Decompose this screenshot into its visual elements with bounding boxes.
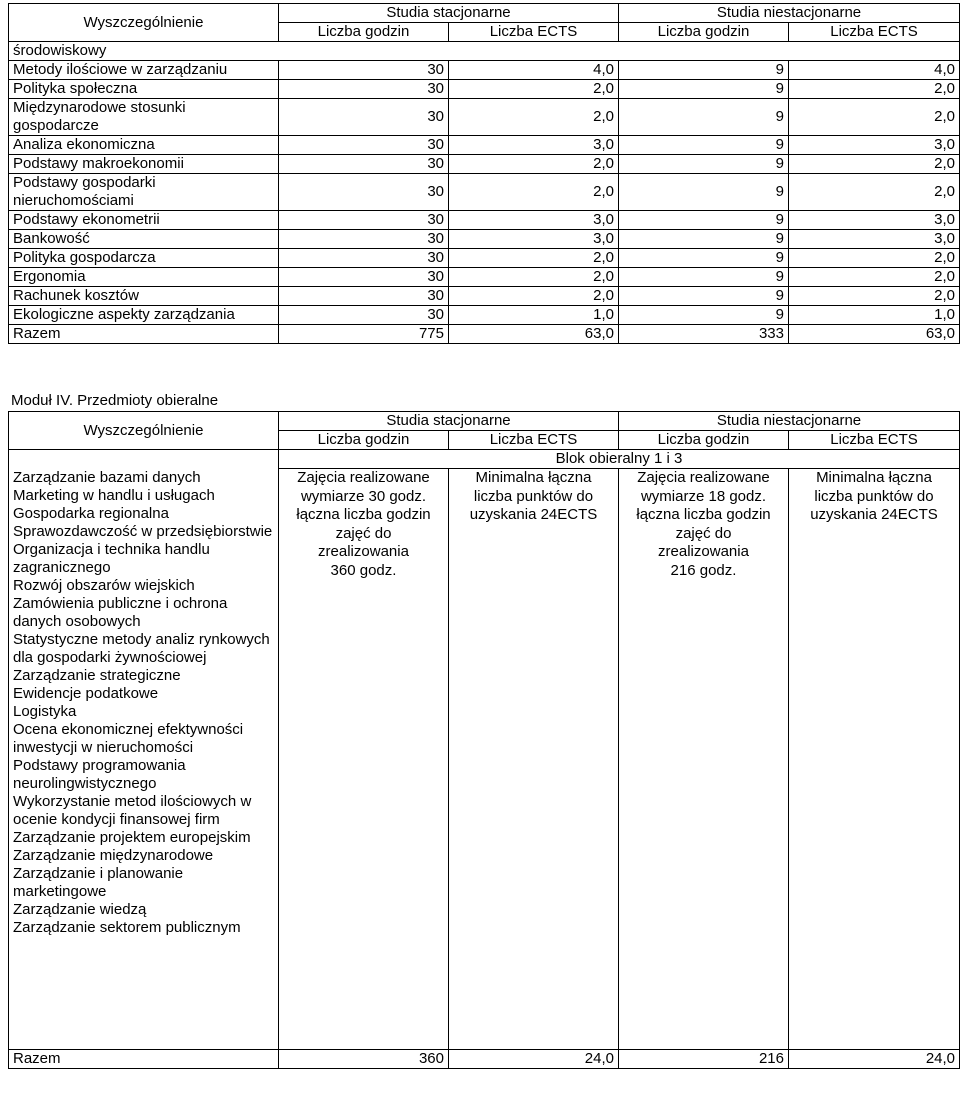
list-item: Zamówienia publiczne i ochrona danych osobowych [13,594,228,630]
row-stac-ects: 2,0 [449,268,619,287]
row-name: Metody ilościowe w zarządzaniu [9,61,279,80]
header-stacjonarne: Studia stacjonarne [279,412,619,431]
row-stac-godzin: 30 [279,230,449,249]
table-row [9,287,960,306]
row-stac-godzin: 30 [279,136,449,155]
row-name: Ergonomia [9,268,279,287]
table-row [9,155,960,174]
row-stac-godzin: 30 [279,268,449,287]
table-row [9,268,960,287]
row-niestac-ects: 2,0 [789,80,960,99]
row-name: Ekologiczne aspekty zarządzania [9,306,279,325]
row-stac-ects: 4,0 [449,61,619,80]
list-item: Ocena ekonomicznej efektywności inwestycji w nieruchomości [13,720,244,756]
total-label: Razem [9,325,279,344]
niestac-ects-note: Minimalna łączna liczba punktów do uzyskania 24ECTS [789,469,960,1050]
row-name: Polityka gospodarcza [9,249,279,268]
list-item: Sprawozdawczość w przedsiębiorstwie [13,522,273,540]
header-godzin: Liczba godzin [279,23,449,42]
header-godzin: Liczba godzin [619,23,789,42]
row-niestac-godzin: 9 [619,99,789,136]
module-title: Moduł IV. Przedmioty obieralne [11,392,219,409]
total-row [9,325,960,344]
total-label: Razem [9,1050,279,1069]
elective-table [8,411,960,1069]
total-niestac-ects: 63,0 [789,325,960,344]
row-name: Podstawy ekonometrii [9,211,279,230]
stac-godzin-note: Zajęcia realizowane wymiarze 30 godz. łączna liczba godzin zajęć do zrealizowania 360 godz. [279,469,449,1050]
row-stac-ects: 2,0 [449,174,619,211]
header-stacjonarne: Studia stacjonarne [279,4,619,23]
row-niestac-godzin: 9 [619,155,789,174]
row-name: Bankowość [9,230,279,249]
row-name: Analiza ekonomiczna [9,136,279,155]
row-stac-godzin: 30 [279,80,449,99]
row-stac-godzin: 30 [279,61,449,80]
table-row [9,249,960,268]
table-row [9,99,960,136]
table-row [9,80,960,99]
header-ects: Liczba ECTS [789,23,960,42]
header-ects: Liczba ECTS [449,23,619,42]
list-item: Statystyczne metody analiz rynkowych dla gospodarki żywnościowej [13,630,270,666]
list-item: Marketing w handlu i usługach [13,486,215,504]
row-niestac-ects: 4,0 [789,61,960,80]
list-item: Podstawy programowania neurolingwistycznego [13,756,186,792]
stac-ects-note: Minimalna łączna liczba punktów do uzyskania 24ECTS [449,469,619,1050]
row-stac-ects: 2,0 [449,99,619,136]
row-niestac-godzin: 9 [619,249,789,268]
list-item: Zarządzanie wiedzą [13,900,147,918]
total-niestac-godzin: 333 [619,325,789,344]
list-item: Zarządzanie bazami danych [13,468,201,486]
table-row [9,230,960,249]
row-stac-ects: 3,0 [449,211,619,230]
list-item: Zarządzanie strategiczne [13,666,181,684]
header-ects: Liczba ECTS [449,431,619,450]
total-stac-godzin: 360 [279,1050,449,1069]
total-stac-ects: 63,0 [449,325,619,344]
row-niestac-ects: 2,0 [789,99,960,136]
row-niestac-godzin: 9 [619,80,789,99]
courses-table [8,3,960,344]
row-niestac-ects: 2,0 [789,174,960,211]
row-niestac-ects: 2,0 [789,287,960,306]
header-spec: Wyszczególnienie [9,412,279,450]
list-item: Zarządzanie sektorem publicznym [13,918,241,936]
header-niestacjonarne: Studia niestacjonarne [619,412,960,431]
niestac-godzin-note: Zajęcia realizowane wymiarze 18 godz. łączna liczba godzin zajęć do zrealizowania 216 godz. [619,469,789,1050]
list-item: Zarządzanie projektem europejskim [13,828,251,846]
row-niestac-godzin: 9 [619,61,789,80]
header-spec: Wyszczególnienie [9,4,279,42]
row-stac-godzin: 30 [279,306,449,325]
row-niestac-godzin: 9 [619,136,789,155]
row-stac-godzin: 30 [279,99,449,136]
table-row [9,136,960,155]
header-godzin: Liczba godzin [619,431,789,450]
row-niestac-ects: 3,0 [789,136,960,155]
row-stac-ects: 3,0 [449,230,619,249]
table-row [9,306,960,325]
row-stac-godzin: 30 [279,211,449,230]
list-item: Rozwój obszarów wiejskich [13,576,195,594]
total-niestac-ects: 24,0 [789,1050,960,1069]
table1-rows [9,61,960,325]
list-item: Organizacja i technika handlu zagranicznego [13,540,210,576]
row-niestac-godzin: 9 [619,174,789,211]
block-label: Blok obieralny 1 i 3 [279,450,960,469]
row-name: Podstawy makroekonomii [9,155,279,174]
row-niestac-godzin: 9 [619,230,789,249]
table-row [9,61,960,80]
block-spacer [9,450,279,469]
header-godzin: Liczba godzin [279,431,449,450]
section-label: środowiskowy [9,42,960,61]
list-item: Gospodarka regionalna [13,504,169,522]
row-name: Podstawy gospodarki nieruchomościami [9,174,279,211]
row-stac-ects: 2,0 [449,155,619,174]
list-item: Zarządzanie międzynarodowe [13,846,214,864]
list-item: Logistyka [13,702,77,720]
table-row [9,211,960,230]
table-row [9,174,960,211]
row-name: Międzynarodowe stosunki gospodarcze [9,99,279,136]
row-niestac-ects: 2,0 [789,249,960,268]
list-item: Ewidencje podatkowe [13,684,159,702]
row-niestac-ects: 3,0 [789,211,960,230]
row-name: Rachunek kosztów [9,287,279,306]
header-ects: Liczba ECTS [789,431,960,450]
row-stac-godzin: 30 [279,249,449,268]
total-stac-godzin: 775 [279,325,449,344]
row-stac-ects: 2,0 [449,287,619,306]
row-stac-ects: 3,0 [449,136,619,155]
list-item: Wykorzystanie metod ilościowych w ocenie kondycji finansowej firm [13,792,252,828]
row-niestac-ects: 1,0 [789,306,960,325]
row-niestac-godzin: 9 [619,287,789,306]
row-niestac-ects: 3,0 [789,230,960,249]
row-stac-ects: 2,0 [449,80,619,99]
row-stac-godzin: 30 [279,174,449,211]
row-stac-ects: 1,0 [449,306,619,325]
total-row [9,1050,960,1069]
list-item: Zarządzanie i planowanie marketingowe [13,864,184,900]
subjects-list [9,469,279,1050]
row-niestac-godzin: 9 [619,211,789,230]
row-stac-godzin: 30 [279,155,449,174]
row-niestac-godzin: 9 [619,306,789,325]
row-stac-ects: 2,0 [449,249,619,268]
row-name: Polityka społeczna [9,80,279,99]
total-niestac-godzin: 216 [619,1050,789,1069]
header-niestacjonarne: Studia niestacjonarne [619,4,960,23]
total-stac-ects: 24,0 [449,1050,619,1069]
row-stac-godzin: 30 [279,287,449,306]
row-niestac-godzin: 9 [619,268,789,287]
row-niestac-ects: 2,0 [789,155,960,174]
row-niestac-ects: 2,0 [789,268,960,287]
